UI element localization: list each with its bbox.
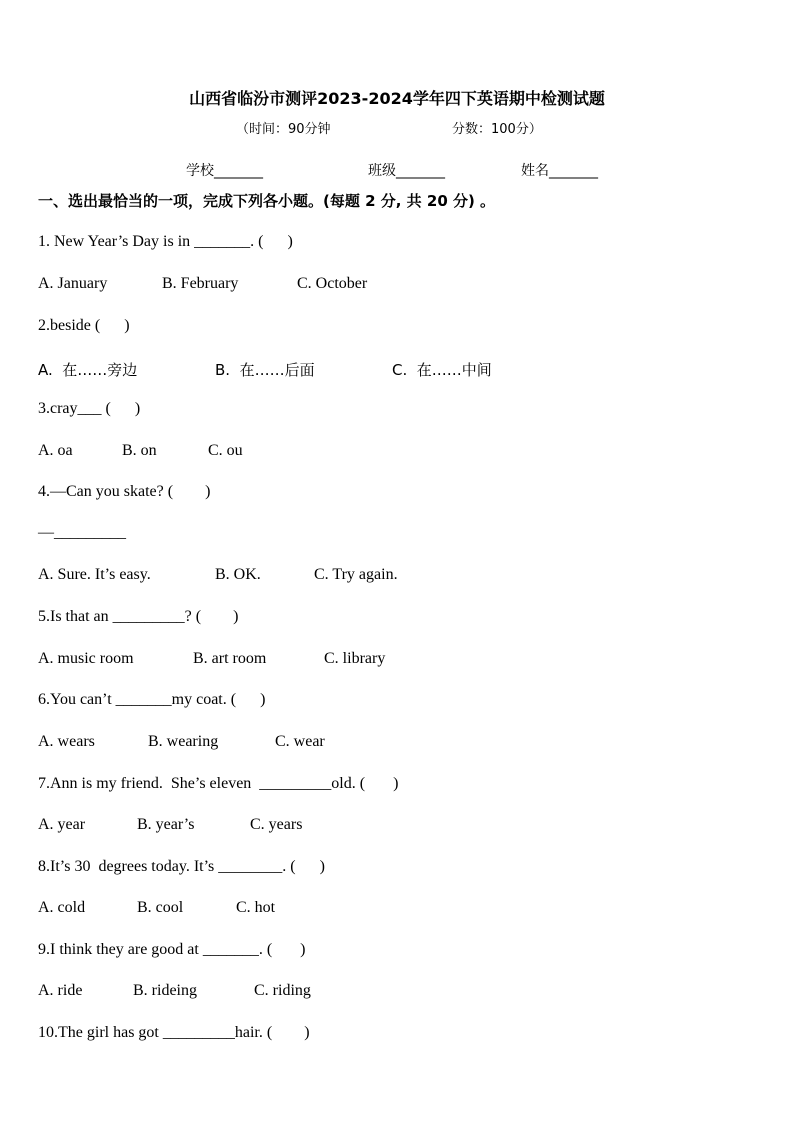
question-5-option-a: A. music room [38,650,134,667]
question-1-option-b: B. February [162,275,239,292]
question-2-option-b: B. 在……后面 [215,361,315,379]
question-7-option-c: C. years [250,816,303,833]
question-5-option-b: B. art room [193,650,267,667]
exam-score: 分数：100分） [452,122,542,137]
question-4-option-c: C. Try again. [314,566,398,583]
page-title: 山西省临汾市测评2023-2024学年四下英语期中检测试题 [189,89,605,108]
class-field: 班级_______ [368,163,445,179]
question-4-option-b: B. OK. [215,566,261,583]
question-5-option-c: C. library [324,650,386,667]
question-9-option-b: B. rideing [133,982,197,999]
question-1-option-c: C. October [297,275,368,292]
question-8-option-a: A. cold [38,899,86,916]
school-field: 学校_______ [186,163,263,179]
question-2-option-a: A. 在……旁边 [38,361,138,379]
question-9-option-a: A. ride [38,982,83,999]
question-2-stem: 2.beside ( ) [38,317,130,334]
question-3-option-c: C. ou [208,442,243,459]
question-1-stem: 1. New Year’s Day is in _______. ( ) [38,233,293,250]
question-5-stem: 5.Is that an _________? ( ) [38,608,239,625]
question-6-option-b: B. wearing [148,733,219,750]
question-3-stem: 3.cray___ ( ) [38,400,141,417]
question-3-option-a: A. oa [38,442,73,459]
question-6-stem: 6.You can’t _______my coat. ( ) [38,691,266,708]
question-3-option-b: B. on [122,442,157,459]
section-heading: 一、选出最恰当的一项，完成下列各小题。(每题 2 分, 共 20 分) 。 [38,192,496,210]
name-field: 姓名_______ [521,163,598,179]
question-8-option-c: C. hot [236,899,276,916]
question-9-option-c: C. riding [254,982,311,999]
question-7-stem: 7.Ann is my friend. She’s eleven _________old. ( ) [38,775,399,792]
question-6-option-a: A. wears [38,733,95,750]
question-10-stem: 10.The girl has got _________hair. ( ) [38,1024,310,1041]
question-4-stem: 4.—Can you skate? ( ) [38,483,211,500]
question-6-option-c: C. wear [275,733,325,750]
question-7-option-a: A. year [38,816,86,833]
question-2-option-c: C. 在……中间 [392,361,492,379]
question-9-stem: 9.I think they are good at _______. ( ) [38,941,306,958]
question-8-stem: 8.It’s 30 degrees today. It’s ________. ( ) [38,858,325,875]
question-4-answer-line: —_________ [38,524,126,541]
question-7-option-b: B. year’s [137,816,195,833]
question-1-option-a: A. January [38,275,108,292]
question-4-option-a: A. Sure. It’s easy. [38,566,151,583]
exam-time: （时间：90分钟 [236,122,331,137]
question-8-option-b: B. cool [137,899,184,916]
